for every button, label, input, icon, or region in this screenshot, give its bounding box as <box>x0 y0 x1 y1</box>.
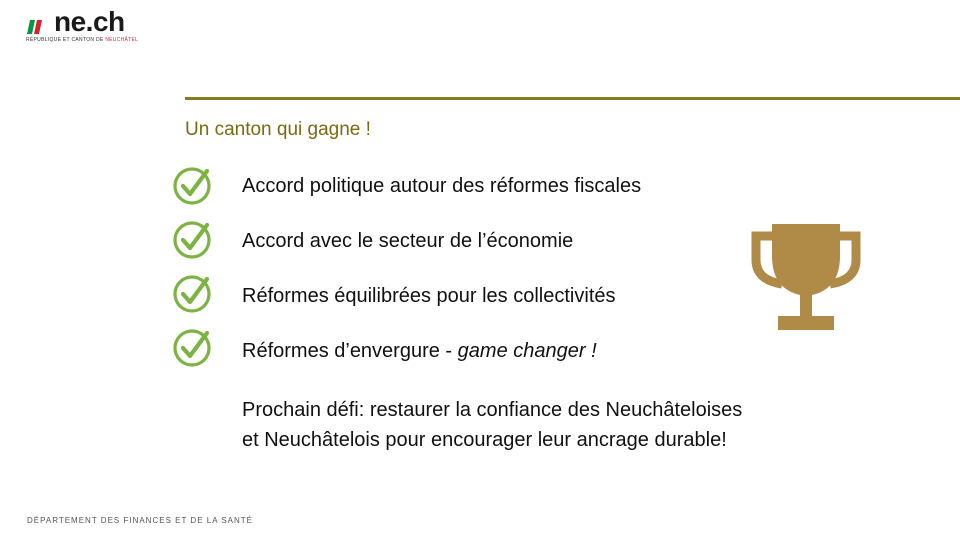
trophy-icon <box>748 222 864 334</box>
list-item: Réformes équilibrées pour les collectivités <box>242 285 616 307</box>
footer-department: DÉPARTEMENT DES FINANCES ET DE LA SANTÉ <box>27 516 254 525</box>
next-challenge-line-1: Prochain défi: restaurer la confiance des Neuchâteloises <box>242 399 743 421</box>
list-item-italic: game changer ! <box>457 340 597 362</box>
logo-subtitle-highlight: NEUCHÂTEL <box>105 37 139 43</box>
list-item: Accord avec le secteur de l’économie <box>242 230 574 252</box>
next-challenge <box>242 395 882 455</box>
list-item: Accord politique autour des réformes fiscales <box>242 175 642 197</box>
slide-title: Un canton qui gagne ! <box>185 119 371 140</box>
next-challenge-line-2: et Neuchâtelois pour encourager leur ancrage durable! <box>242 429 727 451</box>
check-circle-icon <box>172 327 214 369</box>
logo-text: ne.ch <box>54 6 125 37</box>
check-circle-icon <box>172 165 214 207</box>
check-circle-icon <box>172 219 214 261</box>
check-circle-icon <box>172 273 214 315</box>
list-item-text: Réformes d’envergure - <box>242 340 458 362</box>
logo-subtitle-prefix: RÉPUBLIQUE ET CANTON DE <box>26 37 106 43</box>
list-item <box>242 340 597 363</box>
